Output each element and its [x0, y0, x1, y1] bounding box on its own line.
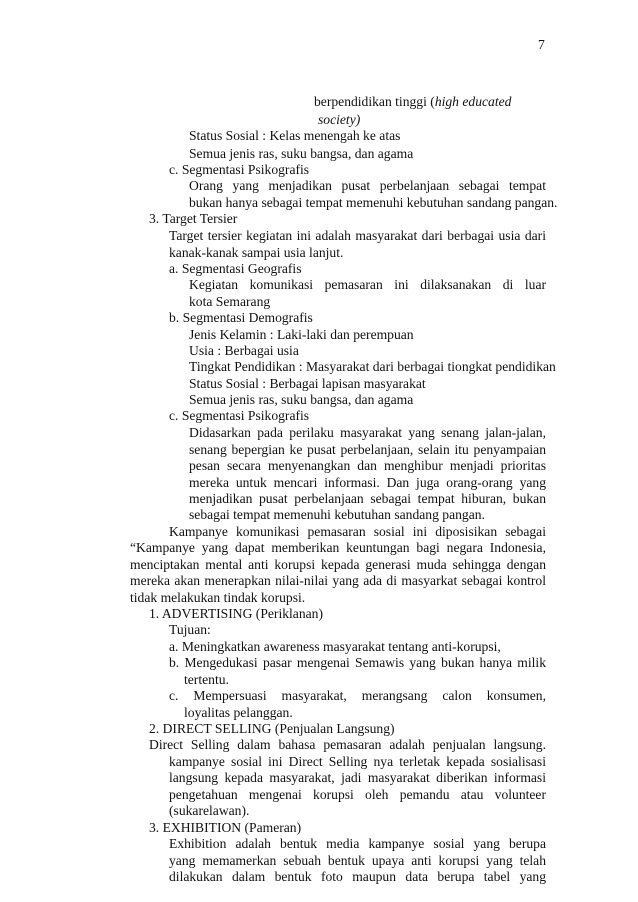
text-segment: berpendidikan tinggi (: [314, 94, 435, 109]
text-line: Didasarkan pada perilaku masyarakat yang senang jalan-jalan,: [189, 425, 546, 440]
text-line: kampanye sosial ini Direct Selling nya terletak kepada sosialisasi: [169, 754, 546, 769]
text-line: kota Semarang: [189, 294, 271, 309]
text-line: bukan hanya sebagai tempat memenuhi kebutuhan sandang pangan.: [189, 195, 558, 210]
text-line: loyalitas pelanggan.: [184, 705, 293, 720]
text-line: Semua jenis ras, suku bangsa, dan agama: [189, 392, 414, 407]
text-line: Direct Selling dalam bahasa pemasaran adalah penjualan langsung.: [149, 737, 546, 752]
text-line: Jenis Kelamin : Laki-laki dan perempuan: [189, 327, 414, 342]
text-line: Target tersier kegiatan ini adalah masyarakat dari berbagai usia dari: [169, 228, 546, 243]
text-line: (sukarelawan).: [169, 803, 250, 818]
text-line: mereka akan menerapkan nilai-nilai yang ada di masyarkat sebagai kontrol: [130, 573, 546, 588]
text-line: Kegiatan komunikasi pemasaran ini dilaksanakan di luar: [189, 277, 546, 292]
text-line: Semua jenis ras, suku bangsa, dan agama: [189, 146, 414, 161]
text-line: a. Segmentasi Geografis: [169, 261, 302, 276]
text-line: tertentu.: [184, 672, 229, 687]
text-line: Kampanye komunikasi pemasaran sosial ini diposisikan sebagai: [169, 524, 546, 539]
text-line: Status Sosial : Berbagai lapisan masyarakat: [189, 376, 426, 391]
text-line: sebagai tempat memenuhi kebutuhan sandang pangan.: [189, 507, 485, 522]
text-line: kanak-kanak sampai usia lanjut.: [169, 245, 344, 260]
text-line: 1. ADVERTISING (Periklanan): [149, 606, 323, 621]
text-line: Exhibition adalah bentuk media kampanye sosial yang berupa: [169, 836, 546, 851]
text-line: a. Meningkatkan awareness masyarakat tentang anti-korupsi,: [169, 639, 501, 654]
text-line: menciptakan mental anti korupsi kepada generasi muda sehingga dengan: [130, 557, 546, 572]
page-number: 7: [538, 37, 545, 52]
text-line: menjadikan pusat perbelanjaan sebagai tempat hiburan, bukan: [189, 491, 546, 506]
text-line: langsung kepada masyarakat, jadi masyarakat diberikan informasi: [169, 770, 546, 785]
text-segment: society): [318, 112, 361, 127]
text-line: 3. EXHIBITION (Pameran): [149, 820, 302, 835]
text-line: Status Sosial : Kelas menengah ke atas: [189, 128, 401, 143]
text-line: 3. Target Tersier: [149, 211, 238, 226]
text-line: [318, 112, 360, 129]
text-line: Tingkat Pendidikan : Masyarakat dari berbagai tiongkat pendidikan: [189, 359, 556, 374]
text-line: 2. DIRECT SELLING (Penjualan Langsung): [149, 721, 395, 736]
text-line: tidak melakukan tindak korupsi.: [130, 590, 306, 605]
text-line: c. Segmentasi Psikografis: [169, 408, 310, 423]
text-line: Usia : Berbagai usia: [189, 343, 299, 358]
text-line: Tujuan:: [169, 622, 211, 637]
text-line: c. Segmentasi Psikografis: [169, 162, 310, 177]
text-line: senang bepergian ke pusat perbelanjaan, selain itu penyampaian: [189, 442, 546, 457]
text-line: pesan secara menyenangkan dan menghibur menjadi prioritas: [189, 458, 546, 473]
text-line: dilakukan dalam bentuk foto maupun data berupa tabel yang: [169, 869, 546, 884]
text-line: mereka untuk mencari informasi. Dan juga orang-orang yang: [189, 475, 546, 490]
text-segment: high educated: [434, 94, 512, 109]
text-line: c. Mempersuasi masyarakat, merangsang calon konsumen,: [169, 688, 546, 703]
text-line: b. Segmentasi Demografis: [169, 310, 313, 325]
text-line: [314, 94, 511, 111]
text-line: “Kampanye yang dapat memberikan keuntungan bagi negara Indonesia,: [130, 540, 546, 555]
text-line: yang memamerkan sebuah bentuk upaya anti korupsi yang telah: [169, 853, 546, 868]
text-line: pengetahuan mengenai korupsi oleh pemandu atau volunteer: [169, 787, 546, 802]
text-line: b. Mengedukasi pasar mengenai Semawis yang bukan hanya milik: [169, 655, 546, 670]
text-line: Orang yang menjadikan pusat perbelanjaan sebagai tempat: [189, 178, 546, 193]
